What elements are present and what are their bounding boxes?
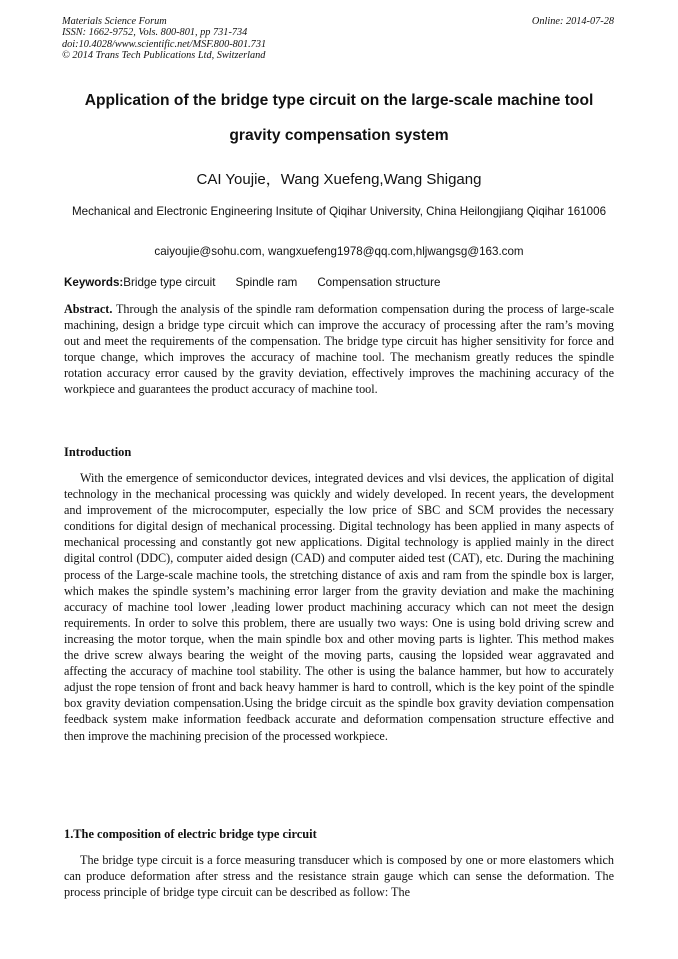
author-list: CAI Youjie，Wang Xuefeng,Wang Shigang (196, 171, 482, 188)
abstract-text: Through the analysis of the spindle ram deformation compensation during the process of large-scale machining, design a bridge type circuit which can improve the accuracy of processing after the ram’s moving out and meet the requirements of the compensation. The bridge type circuit has higher sensitivity for force and torque change, which improves the accuracy of machine tool. The mechanism greatly reduces the spindle rotation accuracy error caused by the gravity deviation, effectively improves the machining accuracy of the workpiece and guarantees the product accuracy of machine tool. (64, 302, 614, 397)
keyword: Bridge type circuit (123, 276, 216, 289)
doi-line: doi:10.4028/www.scientific.net/MSF.800-801.731 (62, 38, 267, 50)
introduction-paragraph: With the emergence of semiconductor devices, integrated devices and vlsi devices, the application of digital technology in the mechanical processing was quickly and widely developed. In recent years, the development and improvement of the microcomputer, especially the low price of SBC and SCM provides the necessary conditions for digital design of mechanical processing. Digital technology has been applied in many aspects of mechanical processing and constantly got new applications. Digital technology is applied mainly in the direct digital control (DDC), computer aided design (CAD) and computer aided test (CAT), etc. During the machining process of the Large-scale machine tools, the stretching distance of axis and ram from the spindle box is larger, which makes the spindle system’s machining error larger from the gravity deviation and make the machining accuracy of machine tool lower ,leading lower product machining accuracy which can not meet the design requirements. In order to solve this problem, there are usually two ways: One is using bold driving screw and increasing the motor torque, when the main spindle box and other moving parts is lighter. This method makes the drive screw always bearing the weight of the moving parts, causing the lopsided wear aggravated and affecting the accuracy of machine tool stability. The other is using the balance hammer, but how to accurately adjust the rope tension of front and back heavy hammer is hard to controll, which is the key point of the spindle box gravity deviation compensation.Using the bridge circuit as the spindle box gravity deviation compensation feedback system make information feedback accurate and deformation compensation structure effective and then improve the machining precision of the processed workpiece. (64, 471, 614, 743)
journal-header (62, 16, 266, 62)
keywords-label: Keywords: (64, 276, 124, 289)
issn-line: ISSN: 1662-9752, Vols. 800-801, pp 731-734 (62, 27, 248, 39)
section-1-heading: 1.The composition of electric bridge type circuit (64, 827, 317, 841)
keyword: Spindle ram (235, 276, 298, 289)
keywords-line (64, 276, 440, 289)
copyright-line: © 2014 Trans Tech Publications Ltd, Switzerland (62, 50, 266, 62)
abstract-label: Abstract. (64, 302, 113, 316)
introduction-heading: Introduction (64, 445, 132, 459)
keyword: Compensation structure (317, 276, 441, 289)
online-date-text: Online: 2014-07-28 (531, 16, 614, 27)
affiliation: Mechanical and Electronic Engineering Insitute of Qiqihar University, China Heilongjiang Qiqihar 161006 (71, 205, 607, 218)
author-emails: caiyoujie@sohu.com, wangxuefeng1978@qq.com,hljwangsg@163.com (154, 245, 524, 258)
paper-title-line-1: Application of the bridge type circuit on the large-scale machine tool (84, 92, 594, 109)
journal-name: Materials Science Forum (62, 16, 167, 27)
abstract (64, 301, 614, 398)
section-1-paragraph: The bridge type circuit is a force measuring transducer which is composed by one or more elastomers which can produce deformation after stress and the resistance strain gauge which can sense the deformation. The process principle of bridge type circuit can be described as follow: The (64, 853, 614, 900)
online-date (532, 16, 614, 27)
paper-title-line-2: gravity compensation system (229, 127, 449, 144)
